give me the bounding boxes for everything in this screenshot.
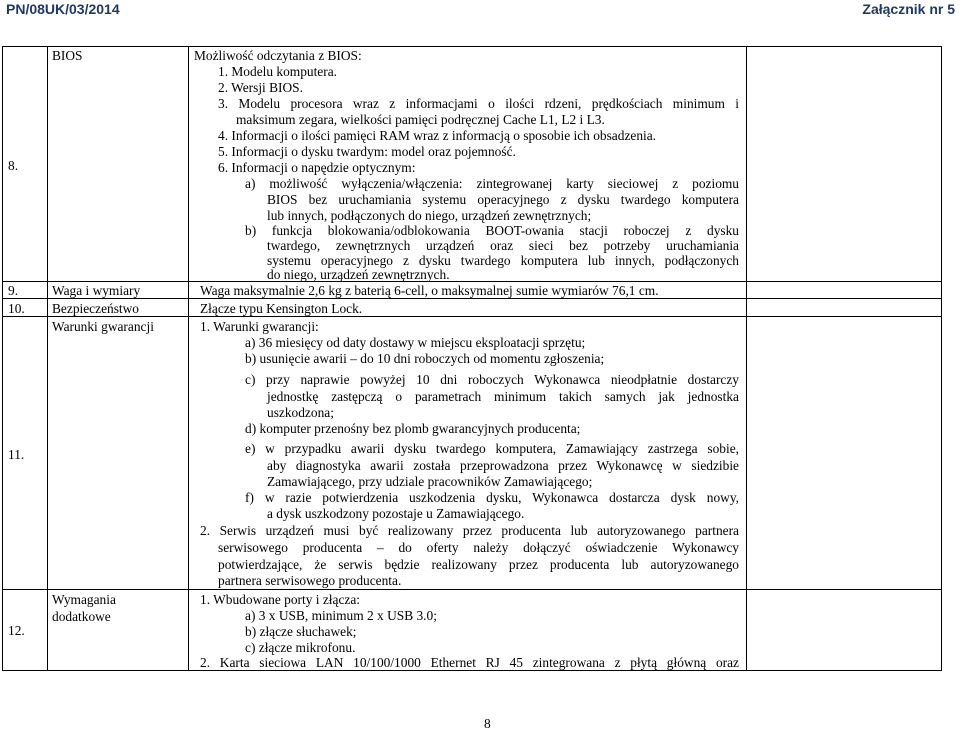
weight-dimensions-spec: Waga maksymalnie 2,6 kg z baterią 6-cell, o maksymalnej sumie wymiarów 76,1 cm.	[200, 283, 659, 298]
row-number: 8.	[8, 158, 19, 173]
table-border-top	[2, 46, 942, 47]
row-label: dodatkowe	[52, 609, 111, 624]
row-number: 9.	[8, 283, 19, 298]
list-item: 2. Wersji BIOS.	[218, 80, 303, 95]
list-item-continuation: potwierdzające, że serwis będzie realizowany przez producenta lub autoryzowanego	[218, 557, 739, 572]
list-item: 1. Modelu komputera.	[218, 64, 338, 79]
list-item: 4. Informacji o ilości pamięci RAM wraz z informacją o sposobie ich obsadzenia.	[218, 128, 657, 143]
sub-item: b) funkcja blokowania/odblokowania BOOT-owania stacji roboczej z dysku	[245, 223, 739, 238]
sub-item: a) możliwość wyłączenia/włączenia: zintegrowanej karty sieciowej z poziomu	[245, 176, 739, 191]
list-item: 5. Informacji o dysku twardym: model oraz pojemność.	[218, 144, 516, 159]
sub-item: a) 36 miesięcy od daty dostawy w miejscu eksploatacji sprzętu;	[245, 335, 586, 350]
row-number: 10.	[8, 301, 25, 316]
row-label: BIOS	[52, 48, 83, 63]
row-number: 12.	[8, 623, 25, 638]
column-divider	[47, 46, 48, 671]
sub-item-continuation: uszkodzona;	[267, 405, 334, 420]
sub-item: f) w razie potwierdzenia uszkodzenia dysku, Wykonawca dostarcza dysk nowy,	[245, 490, 739, 505]
list-item-continuation: maksimum zegara, wielkości pamięci podręcznej Cache L1, L2 i L3.	[236, 112, 605, 127]
document-reference: PN/08UK/03/2014	[6, 1, 120, 17]
sub-item-continuation: aby diagnostyka awarii została przeprowadzona przez Wykonawcę w siedzibie	[267, 458, 739, 473]
sub-item-continuation: twardego, zewnętrznych urządzeń oraz sieci bez potrzeby uruchamiania	[267, 238, 739, 253]
list-item: 2. Karta sieciowa LAN 10/100/1000 Ethernet RJ 45 zintegrowana z płytą główną oraz	[200, 655, 739, 670]
attachment-label: Załącznik nr 5	[862, 1, 955, 17]
sub-item-continuation: a dysk uszkodzony pozostaje u Zamawiającego.	[267, 506, 525, 521]
row-divider	[2, 589, 942, 590]
list-item: 3. Modelu procesora wraz z informacjami o ilości rdzeni, prędkościach minimum i	[218, 96, 739, 111]
sub-item-continuation: do niego, urządzeń zewnętrznych.	[267, 267, 450, 282]
sub-item: c) przy naprawie powyżej 10 dni roboczych Wykonawca nieodpłatnie dostarczy	[245, 372, 739, 387]
column-divider	[188, 46, 189, 671]
sub-item: d) komputer przenośny bez plomb gwarancyjnych producenta;	[245, 421, 581, 436]
row-label: Waga i wymiary	[52, 283, 141, 298]
bios-intro: Możliwość odczytania z BIOS:	[194, 48, 362, 63]
table-border-left	[2, 46, 3, 671]
row-label: Wymagania	[52, 592, 116, 607]
sub-item-continuation: lub innych, podłączonych do niego, urządzeń zewnętrznych;	[267, 208, 592, 223]
row-divider	[2, 316, 942, 317]
list-item: 1. Wbudowane porty i złącza:	[200, 592, 361, 607]
list-item: 2. Serwis urządzeń musi być realizowany przez producenta lub autoryzowanego partnera	[200, 523, 739, 538]
sub-item: b) usunięcie awarii – do 10 dni roboczych od momentu zgłoszenia;	[245, 351, 605, 366]
sub-item: c) złącze mikrofonu.	[245, 640, 356, 655]
list-item-continuation: partnera serwisowego producenta.	[218, 573, 402, 588]
sub-item: a) 3 x USB, minimum 2 x USB 3.0;	[245, 608, 437, 623]
sub-item: e) w przypadku awarii dysku twardego komputera, Zamawiający zastrzega sobie,	[245, 441, 739, 456]
sub-item-continuation: Zamawiającego, przy udziale pracowników Zamawiającego;	[267, 474, 593, 489]
sub-item: b) złącze słuchawek;	[245, 624, 357, 639]
table-border-bottom	[2, 670, 942, 671]
row-divider	[2, 298, 942, 299]
row-number: 11.	[8, 447, 25, 462]
sub-item-continuation: systemu operacyjnego z dysku twardego komputera lub innych, podłączonych	[267, 253, 739, 268]
list-item: 1. Warunki gwarancji:	[200, 319, 319, 334]
row-divider	[2, 281, 942, 282]
row-label: Bezpieczeństwo	[52, 301, 139, 316]
sub-item-continuation: BIOS bez uruchamiania systemu operacyjnego z dysku twardego komputera	[267, 192, 739, 207]
list-item: 6. Informacji o napędzie optycznym:	[218, 160, 416, 175]
table-border-right	[941, 46, 942, 671]
column-divider	[746, 46, 747, 671]
page-number: 8	[484, 716, 491, 731]
security-spec: Złącze typu Kensington Lock.	[200, 301, 363, 316]
list-item-continuation: serwisowego producenta – do oferty należy dołączyć oświadczenie Wykonawcy	[218, 540, 739, 555]
row-label: Warunki gwarancji	[52, 319, 154, 334]
sub-item-continuation: jednostkę zastępczą o parametrach minimum takich samych jak jednostka	[267, 389, 739, 404]
